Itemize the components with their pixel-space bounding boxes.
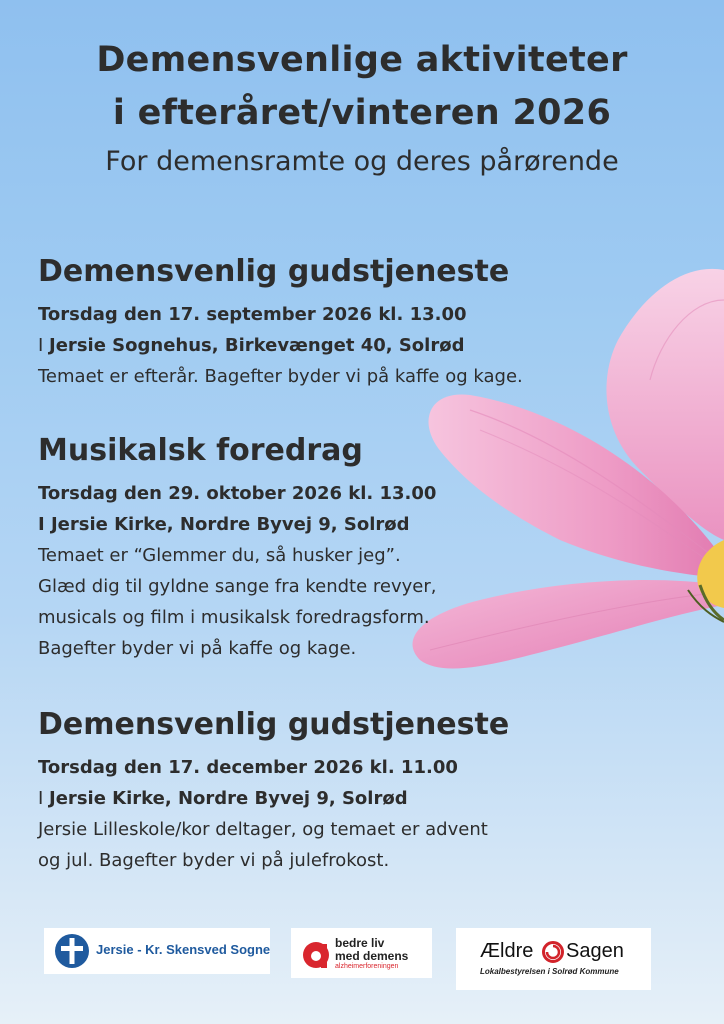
parish-logo	[44, 928, 270, 974]
alz-line-1: bedre liv	[335, 936, 385, 950]
event-title: Musikalsk foredrag	[38, 433, 363, 468]
event-description-line: Bagefter byder vi på kaffe og kage.	[38, 638, 357, 659]
poster-header	[0, 34, 724, 178]
event-place	[38, 330, 638, 361]
aeldre-right-word: Sagen	[566, 940, 624, 962]
poster-title-line-1: Demensvenlige aktiviteter	[96, 40, 628, 80]
event-date: Torsdag den 17. december 2026 kl. 11.00	[38, 757, 458, 778]
event-place-name: Jersie Kirke, Nordre Byvej 9, Solrød	[49, 788, 408, 809]
alzheimer-a-icon	[301, 936, 331, 970]
alzheimerforeningen-logo	[291, 928, 432, 978]
event-section	[38, 253, 638, 392]
event-date: Torsdag den 17. september 2026 kl. 13.00	[38, 304, 467, 325]
alz-line-2: med demens	[335, 949, 409, 963]
swirl-icon	[542, 941, 564, 963]
event-description-line: Temaet er efterår. Bagefter byder vi på kaffe og kage.	[38, 366, 523, 387]
event-title: Demensvenlig gudstjeneste	[38, 707, 510, 742]
event-place-prefix: I	[38, 788, 50, 809]
event-section	[38, 706, 638, 876]
event-description-line: musicals og film i musikalsk foredragsform.	[38, 607, 430, 628]
aeldre-subtitle: Lokalbestyrelsen i Solrød Kommune	[480, 967, 619, 976]
event-place-name: I Jersie Kirke, Nordre Byvej 9, Solrød	[38, 514, 410, 535]
event-section	[38, 432, 638, 664]
event-place	[38, 509, 638, 540]
event-description-line: Temaet er “Glemmer du, så husker jeg”.	[38, 545, 401, 566]
aeldre-sagen-logo	[456, 928, 651, 990]
event-title: Demensvenlig gudstjeneste	[38, 254, 510, 289]
poster-title-line-2: i efteråret/vinteren 2026	[112, 93, 612, 133]
aeldre-left-word: Ældre	[480, 940, 534, 962]
parish-name: Jersie - Kr. Skensved Sogne	[96, 942, 271, 957]
event-place-prefix: I	[38, 335, 50, 356]
event-description-line: Glæd dig til gyldne sange fra kendte revyer,	[38, 576, 437, 597]
event-description-line: Jersie Lilleskole/kor deltager, og temaet er advent	[38, 819, 488, 840]
event-place	[38, 783, 638, 814]
event-description-line: og jul. Bagefter byder vi på julefrokost.	[38, 850, 390, 871]
cross-emblem-icon	[54, 933, 90, 969]
event-place-name: Jersie Sognehus, Birkevænget 40, Solrød	[49, 335, 465, 356]
event-date: Torsdag den 29. oktober 2026 kl. 13.00	[38, 483, 437, 504]
poster-subtitle: For demensramte og deres pårørende	[105, 146, 619, 177]
alz-line-3: alzheimerforeningen	[335, 963, 399, 970]
